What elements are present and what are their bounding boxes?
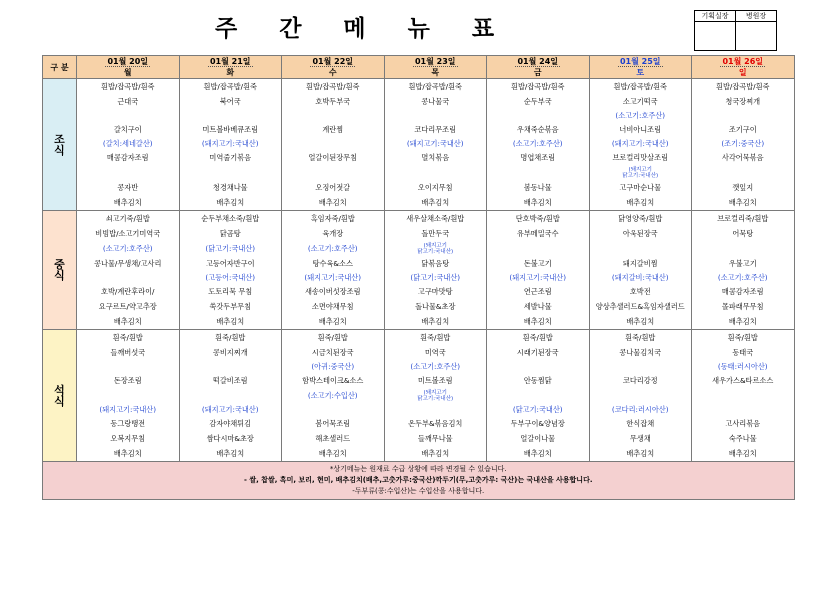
- menu-row: [43, 137, 795, 150]
- menu-item: 숙주나물: [692, 431, 795, 446]
- menu-item: 호박두부국: [282, 94, 385, 109]
- menu-item: 배추김치: [282, 446, 385, 462]
- menu-item: [384, 403, 487, 416]
- menu-item: 흰밥/잡곡밥/흰죽: [77, 79, 180, 95]
- menu-row: [43, 330, 795, 346]
- menu-item: [77, 360, 180, 373]
- menu-item: 어묵탕: [692, 226, 795, 241]
- menu-item: [589, 241, 692, 256]
- menu-item: (돼지고기:국내산): [77, 403, 180, 416]
- menu-item: 근대국: [77, 94, 180, 109]
- menu-item: 해초샐러드: [282, 431, 385, 446]
- menu-item: [384, 165, 487, 180]
- menu-item: (돼지고기:국내산): [384, 137, 487, 150]
- menu-row: [43, 241, 795, 256]
- menu-item: 콩나물국: [384, 94, 487, 109]
- menu-item: 배추김치: [487, 446, 590, 462]
- menu-item: [384, 388, 487, 403]
- menu-item: 유부메밀국수: [487, 226, 590, 241]
- menu-row: [43, 94, 795, 109]
- menu-item: [487, 360, 590, 373]
- menu-item: 미역줄기볶음: [179, 150, 282, 165]
- menu-item: 배추김치: [589, 195, 692, 211]
- menu-item: 콩나물김치국: [589, 345, 692, 360]
- menu-item: (돼지고기:국내산): [487, 271, 590, 284]
- menu-item: 호박/계란후라이/: [77, 284, 180, 299]
- meal-label-char: 중: [54, 258, 65, 271]
- menu-item: [487, 109, 590, 122]
- menu-item: 배추김치: [179, 314, 282, 330]
- menu-row: [43, 109, 795, 122]
- menu-row: [43, 388, 795, 403]
- menu-item: (돼지고기:국내산): [179, 403, 282, 416]
- menu-item: 봄어묵조림: [282, 416, 385, 431]
- header-date-text: 01월 22일: [312, 57, 353, 66]
- menu-item: 깻잎지: [692, 180, 795, 195]
- menu-item: [384, 241, 487, 256]
- menu-item: 단호박죽/흰밥: [487, 211, 590, 227]
- header-weekday: 토: [589, 67, 692, 79]
- approval-label: 기획실장: [695, 11, 736, 22]
- menu-item: 동그랑땡전: [77, 416, 180, 431]
- approval-label: 병원장: [736, 11, 777, 22]
- menu-item: 도토리묵 무침: [179, 284, 282, 299]
- note-line: *상기메뉴는 원재료 수급 상황에 따라 변경될 수 있습니다.: [329, 465, 507, 473]
- header-date-text: 01월 21일: [209, 57, 251, 66]
- menu-item: (닭고기:국내산): [487, 403, 590, 416]
- menu-item: 배추김치: [282, 314, 385, 330]
- menu-item: [179, 165, 282, 180]
- menu-item: (소고기:호주산): [589, 109, 692, 122]
- menu-item: 브로컬리맛살조림: [589, 150, 692, 165]
- menu-item: [179, 360, 282, 373]
- menu-item: 콩나물/무생채/고사리: [77, 256, 180, 271]
- meal-label-breakfast: [43, 79, 77, 211]
- menu-item: 흰밥/잡곡밥/흰죽: [589, 79, 692, 95]
- menu-item: 얼갈이된장무침: [282, 150, 385, 165]
- menu-item: [179, 388, 282, 403]
- menu-item: 콩자반: [77, 180, 180, 195]
- menu-item: 쌈다시마&초장: [179, 431, 282, 446]
- menu-row: [43, 416, 795, 431]
- header-date-text: 01월 24일: [517, 57, 558, 66]
- menu-row: [43, 195, 795, 211]
- menu-item: (돼지갈비:국내산): [589, 271, 692, 284]
- menu-item: 배추김치: [384, 446, 487, 462]
- menu-item: 동태국: [692, 345, 795, 360]
- menu-item: 계란찜: [282, 122, 385, 137]
- menu-item: 온두부&볶음김치: [384, 416, 487, 431]
- menu-row: [43, 150, 795, 165]
- menu-item: 비빔밥/소고기미역국: [77, 226, 180, 241]
- menu-item: 흰죽/흰밥: [487, 330, 590, 346]
- menu-item: 돼지갈비찜: [589, 256, 692, 271]
- menu-item: [589, 388, 692, 403]
- menu-item: 시금치된장국: [282, 345, 385, 360]
- menu-item: 매콤감자조림: [692, 284, 795, 299]
- menu-item: (소고기:호주산): [77, 241, 180, 256]
- menu-item: 흑임자죽/흰밥: [282, 211, 385, 227]
- menu-item: (닭고기:국내산): [384, 271, 487, 284]
- header-weekday: 화: [179, 67, 282, 79]
- menu-item: 새송이버섯장조림: [282, 284, 385, 299]
- menu-item: 닭곰탕: [179, 226, 282, 241]
- menu-item: 배추김치: [179, 195, 282, 211]
- menu-item: 미역국: [384, 345, 487, 360]
- menu-item: [692, 388, 795, 403]
- menu-row: [43, 403, 795, 416]
- menu-item: 흰밥/잡곡밥/흰죽: [692, 79, 795, 95]
- notes-cell: [43, 462, 795, 500]
- menu-item: [692, 241, 795, 256]
- header-weekday: 목: [384, 67, 487, 79]
- header-date: [384, 56, 487, 68]
- menu-item: [77, 165, 180, 180]
- menu-item: (동태:러시아산): [692, 360, 795, 373]
- menu-item: 호박전: [589, 284, 692, 299]
- menu-item: 조기구이: [692, 122, 795, 137]
- menu-item: (소고기:호주산): [487, 137, 590, 150]
- menu-item: 갈치구이: [77, 122, 180, 137]
- menu-item: 함박스테이크&소스: [282, 373, 385, 388]
- menu-item: 순두부채소죽/흰밥: [179, 211, 282, 227]
- menu-item: 고등어자반구이: [179, 256, 282, 271]
- meal-label-char: 조: [54, 132, 65, 146]
- menu-item: 돈불고기: [487, 256, 590, 271]
- menu-item: 고구마순나물: [589, 180, 692, 195]
- menu-item: 배추김치: [179, 446, 282, 462]
- menu-item: 두부구이&양념장: [487, 416, 590, 431]
- menu-item: [282, 165, 385, 180]
- menu-item: 새우살채소죽/흰밥: [384, 211, 487, 227]
- menu-item: 순두부국: [487, 94, 590, 109]
- meal-label-char: 석: [54, 383, 65, 397]
- menu-item: (닭고기:국내산): [179, 241, 282, 256]
- header-weekday: 일: [692, 67, 795, 79]
- menu-item: (소고기:호주산): [384, 360, 487, 373]
- header-weekday: 금: [487, 67, 590, 79]
- menu-item: 너비아니조림: [589, 122, 692, 137]
- menu-item: [487, 165, 590, 180]
- origin-note-line: 닭고기:국내산): [622, 172, 659, 179]
- menu-item: 시래기된장국: [487, 345, 590, 360]
- menu-item: 배추김치: [589, 446, 692, 462]
- header-weekday: 수: [282, 67, 385, 79]
- meal-label-char: 식: [54, 143, 65, 157]
- menu-row: [43, 373, 795, 388]
- meal-label-lunch: [43, 211, 77, 330]
- menu-row: [43, 345, 795, 360]
- menu-item: (고등어:국내산): [179, 271, 282, 284]
- approval-box: [694, 10, 777, 51]
- meal-label-char: 식: [54, 394, 65, 408]
- menu-item: 배추김치: [692, 195, 795, 211]
- note-line: - 쌀, 찹쌀, 흑미, 보리, 현미, 배추김치(배추,고춧가루:중국산)깍두기(무,고춧가루: 국산)는 국내산을 사용합니다.: [243, 476, 593, 484]
- menu-item: (돼지고기:국내산): [179, 137, 282, 150]
- menu-item: 봄동나물: [487, 180, 590, 195]
- menu-item: 소고기떡국: [589, 94, 692, 109]
- menu-item: 흰죽/흰밥: [77, 330, 180, 346]
- menu-item: [589, 165, 692, 180]
- header-date: [179, 56, 282, 68]
- menu-item: 흰밥/잡곡밥/흰죽: [179, 79, 282, 95]
- menu-item: (소고기:호주산): [692, 271, 795, 284]
- menu-item: 흰밥/잡곡밥/흰죽: [384, 79, 487, 95]
- menu-row: [43, 314, 795, 330]
- menu-item: (돼지고기:국내산): [589, 137, 692, 150]
- menu-item: (코다리:러시아산): [589, 403, 692, 416]
- origin-note-line: (돼지고기: [423, 389, 447, 396]
- menu-row: [43, 299, 795, 314]
- menu-item: [179, 109, 282, 122]
- menu-item: 얼갈이나물: [487, 431, 590, 446]
- menu-item: 돈장조림: [77, 373, 180, 388]
- menu-item: 배추김치: [487, 314, 590, 330]
- menu-item: 한식잡채: [589, 416, 692, 431]
- header-gubun: 구 분: [43, 56, 77, 79]
- menu-item: 매콤감자조림: [77, 150, 180, 165]
- menu-item: 배추김치: [692, 446, 795, 462]
- menu-item: 연근조림: [487, 284, 590, 299]
- origin-note-line: 닭고기:국내산): [417, 395, 454, 402]
- menu-item: 흰죽/흰밥: [384, 330, 487, 346]
- menu-row: [43, 431, 795, 446]
- menu-item: [282, 109, 385, 122]
- header-date: [282, 56, 385, 68]
- menu-item: (소고기:호주산): [282, 241, 385, 256]
- meal-label-char: 식: [54, 269, 65, 282]
- menu-item: (갈치:세네갈산): [77, 137, 180, 150]
- menu-item: [77, 388, 180, 403]
- menu-item: 북어국: [179, 94, 282, 109]
- menu-item: 흰죽/흰밥: [179, 330, 282, 346]
- menu-row: [43, 165, 795, 180]
- menu-item: 돌나물&초장: [384, 299, 487, 314]
- menu-row: [43, 226, 795, 241]
- menu-row: [43, 256, 795, 271]
- menu-row: [43, 446, 795, 462]
- menu-item: [692, 403, 795, 416]
- menu-item: 흰밥/잡곡밥/흰죽: [487, 79, 590, 95]
- menu-item: [77, 271, 180, 284]
- menu-item: 배추김치: [384, 195, 487, 211]
- menu-item: 배추김치: [77, 195, 180, 211]
- header-date: [77, 56, 180, 68]
- menu-item: (아귀:중국산): [282, 360, 385, 373]
- header-date-text: 01월 20일: [107, 57, 148, 66]
- menu-row: [43, 79, 795, 95]
- menu-item: 미트볼조림: [384, 373, 487, 388]
- menu-item: 콩비지찌개: [179, 345, 282, 360]
- header-weekday: 월: [77, 67, 180, 79]
- menu-item: 요구르트/약고추장: [77, 299, 180, 314]
- menu-item: [282, 403, 385, 416]
- menu-item: 배추김치: [77, 446, 180, 462]
- menu-item: 오징어젓갈: [282, 180, 385, 195]
- menu-item: (소고기:수입산): [282, 388, 385, 403]
- menu-item: 흰죽/흰밥: [282, 330, 385, 346]
- menu-row: [43, 271, 795, 284]
- menu-item: 소면야채무침: [282, 299, 385, 314]
- menu-item: 배추김치: [384, 314, 487, 330]
- menu-item: 청국장찌개: [692, 94, 795, 109]
- menu-item: 무생채: [589, 431, 692, 446]
- approval-sign-box: [695, 22, 736, 51]
- menu-item: [384, 109, 487, 122]
- note-line: -두부류(콩:수입산)는 수입산을 사용합니다.: [352, 487, 485, 495]
- menu-item: 배추김치: [282, 195, 385, 211]
- menu-item: 닭영양죽/흰밥: [589, 211, 692, 227]
- menu-item: [589, 360, 692, 373]
- menu-item: 코다리강정: [589, 373, 692, 388]
- origin-note-line: (돼지고기: [423, 242, 447, 249]
- menu-row: [43, 284, 795, 299]
- menu-item: 오복지무침: [77, 431, 180, 446]
- menu-item: 흰밥/잡곡밥/흰죽: [282, 79, 385, 95]
- menu-item: 고사리볶음: [692, 416, 795, 431]
- header-date-text: 01월 23일: [414, 57, 456, 66]
- menu-item: 배추김치: [487, 195, 590, 211]
- weekly-menu-table: [42, 55, 795, 500]
- menu-item: 세발나물: [487, 299, 590, 314]
- menu-item: [282, 137, 385, 150]
- origin-note-line: 닭고기:국내산): [417, 248, 454, 255]
- menu-item: 새우가스&타르소스: [692, 373, 795, 388]
- header-date-text: 01월 25일: [619, 57, 661, 66]
- menu-item: 명엽채조림: [487, 150, 590, 165]
- menu-item: 배추김치: [77, 314, 180, 330]
- menu-item: 양상추샐러드&흑임자샐러드: [589, 299, 692, 314]
- menu-item: 탕수육&소스: [282, 256, 385, 271]
- approval-sign-box: [736, 22, 777, 51]
- menu-item: 감자야채튀김: [179, 416, 282, 431]
- menu-item: 배추김치: [589, 314, 692, 330]
- menu-item: [692, 109, 795, 122]
- menu-row: [43, 211, 795, 227]
- menu-item: 흰죽/흰밥: [589, 330, 692, 346]
- menu-item: 고구마맛탕: [384, 284, 487, 299]
- menu-item: (돼지고기:국내산): [282, 271, 385, 284]
- menu-item: 사각어묵볶음: [692, 150, 795, 165]
- menu-item: [487, 241, 590, 256]
- origin-note-line: (돼지고기: [628, 166, 652, 173]
- menu-item: 흰죽/흰밥: [692, 330, 795, 346]
- menu-item: 배추김치: [692, 314, 795, 330]
- menu-item: 들깨무나물: [384, 431, 487, 446]
- menu-item: 아욱된장국: [589, 226, 692, 241]
- header-date: [692, 56, 795, 68]
- menu-item: 닭볶음탕: [384, 256, 487, 271]
- menu-item: 오이지무침: [384, 180, 487, 195]
- menu-item: [77, 109, 180, 122]
- menu-item: 우불고기: [692, 256, 795, 271]
- header-date: [487, 56, 590, 68]
- menu-item: 미트볼바베큐조림: [179, 122, 282, 137]
- menu-item: 쑥갓두부무침: [179, 299, 282, 314]
- menu-item: 몰파래무무침: [692, 299, 795, 314]
- menu-row: [43, 360, 795, 373]
- notes-row: [43, 462, 795, 500]
- menu-item: 쇠고기죽/흰밥: [77, 211, 180, 227]
- menu-item: [487, 388, 590, 403]
- menu-item: 브로컬리죽/흰밥: [692, 211, 795, 227]
- meal-label-dinner: [43, 330, 77, 462]
- menu-item: 우채죽순볶음: [487, 122, 590, 137]
- menu-item: 멸치볶음: [384, 150, 487, 165]
- menu-item: 안동찜닭: [487, 373, 590, 388]
- page-title: 주간메뉴표: [215, 16, 537, 42]
- menu-row: [43, 122, 795, 137]
- menu-item: 육개장: [282, 226, 385, 241]
- menu-item: 청경채나물: [179, 180, 282, 195]
- menu-row: [43, 180, 795, 195]
- menu-item: 들깨버섯국: [77, 345, 180, 360]
- menu-item: [692, 165, 795, 180]
- menu-item: 떡갈비조림: [179, 373, 282, 388]
- menu-item: (조기:중국산): [692, 137, 795, 150]
- header-date: [589, 56, 692, 68]
- menu-item: 코다리무조림: [384, 122, 487, 137]
- menu-item: 돌만두국: [384, 226, 487, 241]
- header-date-text: 01월 26일: [722, 57, 763, 66]
